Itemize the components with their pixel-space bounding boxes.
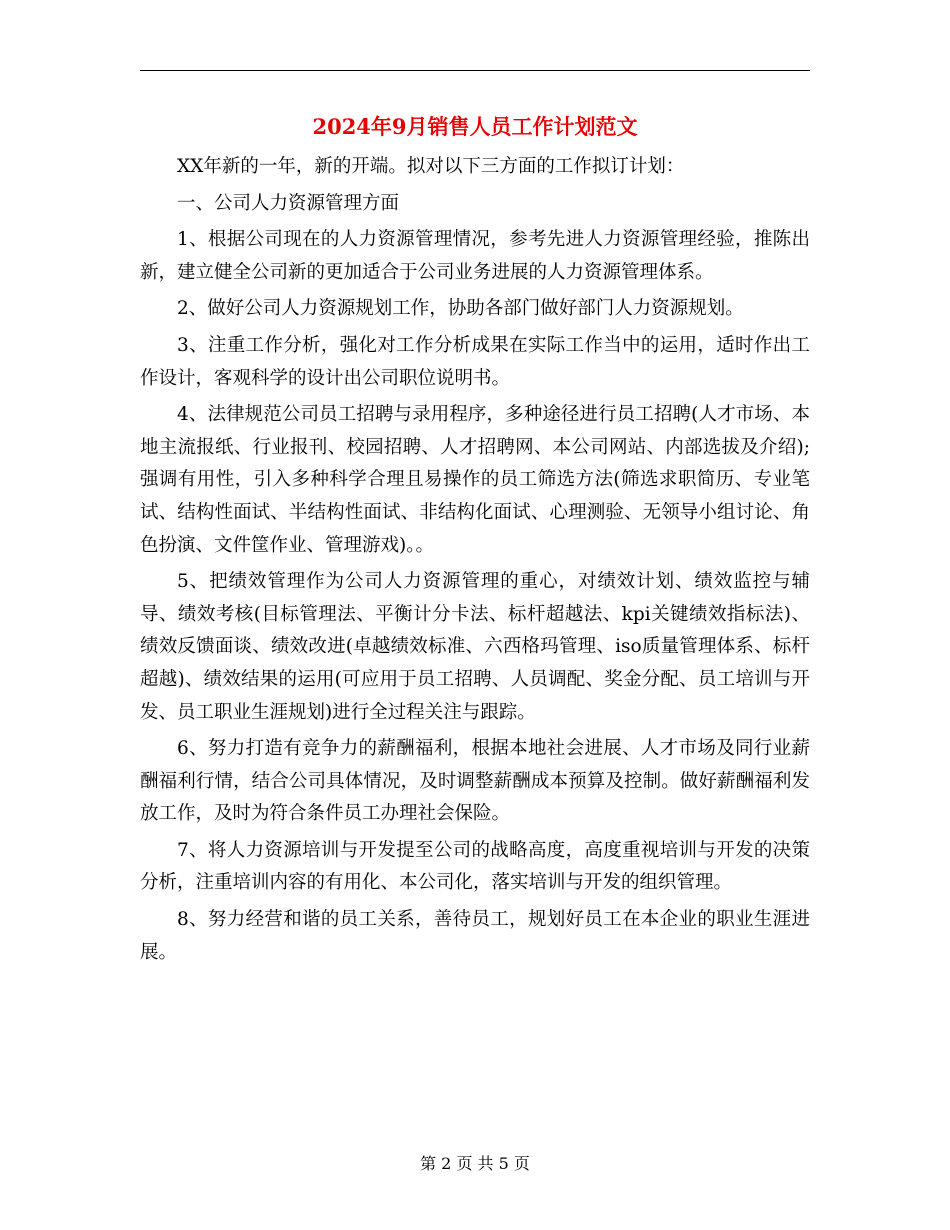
intro-paragraph: XX年新的一年，新的开端。拟对以下三方面的工作拟订计划：: [177, 156, 685, 177]
document-title: 2024年9月销售人员工作计划范文: [312, 114, 638, 139]
page-number-footer: 第 2 页 共 5 页: [420, 1154, 530, 1173]
paragraph-item-5: 5、把绩效管理作为公司人力资源管理的重心，对绩效计划、绩效监控与辅导、绩效考核(目标管理法、平衡计分卡法、标杆超越法、kpi关键绩效指标法)、绩效反馈面谈、绩效改进(卓越绩效标准、六西格玛管理、iso质量管理体系、标杆超越)、绩效结果的运用(可应用于员工招聘、人员调配、奖金分配、员工培训与开发、员工职业生涯规划)进行全过程关注与跟踪。: [140, 571, 810, 723]
document-body: [140, 151, 810, 973]
paragraph-item-3: 3、注重工作分析，强化对工作分析成果在实际工作当中的运用，适时作出工作设计，客观科学的设计出公司职位说明书。: [140, 334, 810, 389]
header-rule: [140, 70, 810, 71]
section-heading: 一、公司人力资源管理方面: [177, 192, 400, 214]
paragraph-item-8: 8、努力经营和谐的员工关系，善待员工，规划好员工在本企业的职业生涯进展。: [140, 909, 810, 963]
paragraph-item-4: 4、法律规范公司员工招聘与录用程序，多种途径进行员工招聘(人才市场、本地主流报纸、行业报刊、校园招聘、人才招聘网、本公司网站、内部选拔及介绍);强调有用性，引入多种科学合理且易操作的员工筛选方法(筛选求职简历、专业笔试、结构性面试、半结构性面试、非结构化面试、心理测验、无领导小组讨论、角色扮演、文件筐作业、管理游戏)。。: [140, 404, 810, 556]
paragraph-item-6: 6、努力打造有竞争力的薪酬福利，根据本地社会进展、人才市场及同行业薪酬福利行情，结合公司具体情况，及时调整薪酬成本预算及控制。做好薪酬福利发放工作，及时为符合条件员工办理社会保险。: [140, 738, 810, 825]
paragraph-item-1: 1、根据公司现在的人力资源管理情况，参考先进人力资源管理经验，推陈出新，建立健全公司新的更加适合于公司业务进展的人力资源管理体系。: [140, 229, 810, 283]
paragraph-item-7: 7、将人力资源培训与开发提至公司的战略高度，高度重视培训与开发的决策分析，注重培训内容的有用化、本公司化，落实培训与开发的组织管理。: [140, 839, 810, 894]
paragraph-item-2: 2、做好公司人力资源规划工作，协助各部门做好部门人力资源规划。: [177, 298, 744, 320]
